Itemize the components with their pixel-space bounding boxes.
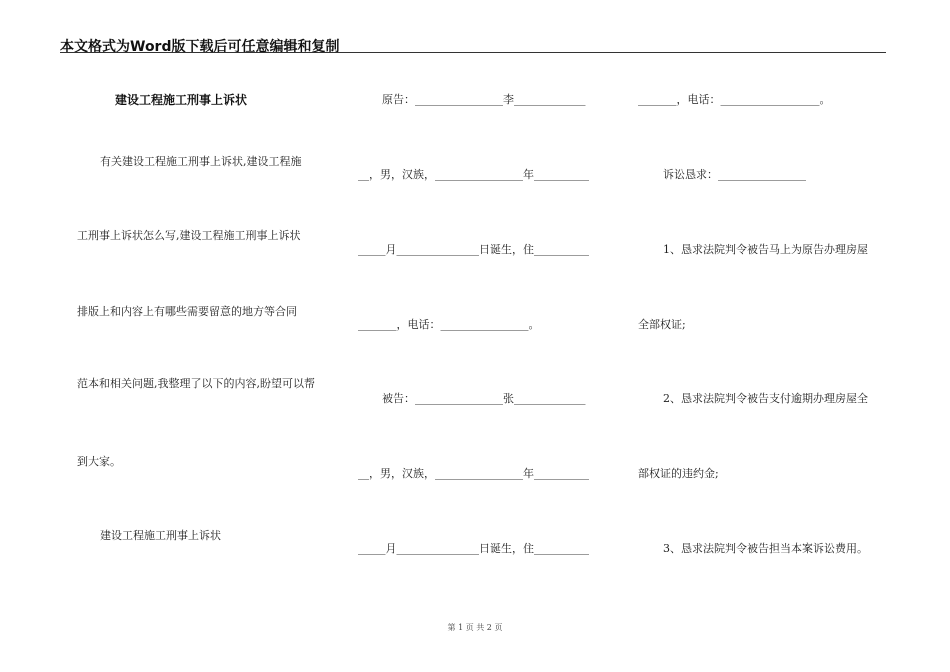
form-line: _______，电话：________________。	[358, 318, 540, 331]
document-header: 本文格式为Word版下载后可任意编辑和复制	[60, 39, 340, 55]
document-title: 建设工程施工刑事上诉状	[115, 93, 248, 107]
plaintiff-line: 原告：________________李_____________	[382, 93, 586, 106]
paragraph-line: 到大家。	[77, 455, 121, 468]
claims-heading: 诉讼恳求：________________	[663, 168, 806, 181]
form-line: _______，电话：__________________。	[638, 93, 831, 106]
paragraph-line: 有关建设工程施工刑事上诉状,建设工程施	[100, 155, 302, 168]
form-line: __，男，汉族，________________年__________	[358, 467, 589, 480]
form-line: __，男，汉族，________________年__________	[358, 168, 589, 181]
form-line: _____月_______________日诞生，住__________	[358, 243, 589, 256]
defendant-line: 被告：________________张_____________	[382, 392, 586, 405]
header-divider	[60, 52, 886, 53]
claim-item: 1、恳求法院判令被告马上为原告办理房屋	[663, 243, 868, 256]
section-heading: 建设工程施工刑事上诉状	[100, 529, 221, 542]
claim-item: 2、恳求法院判令被告支付逾期办理房屋全	[663, 392, 868, 405]
page-number: 第 1 页 共 2 页	[447, 623, 503, 632]
claim-item-continuation: 全部权证;	[638, 318, 686, 331]
paragraph-line: 范本和相关问题,我整理了以下的内容,盼望可以帮	[77, 377, 315, 390]
form-line: _____月_______________日诞生，住__________	[358, 542, 589, 555]
claim-item-continuation: 部权证的违约金;	[638, 467, 719, 480]
paragraph-line: 排版上和内容上有哪些需要留意的地方等合同	[77, 305, 297, 318]
paragraph-line: 工刑事上诉状怎么写,建设工程施工刑事上诉状	[77, 229, 301, 242]
claim-item: 3、恳求法院判令被告担当本案诉讼费用。	[663, 542, 868, 555]
